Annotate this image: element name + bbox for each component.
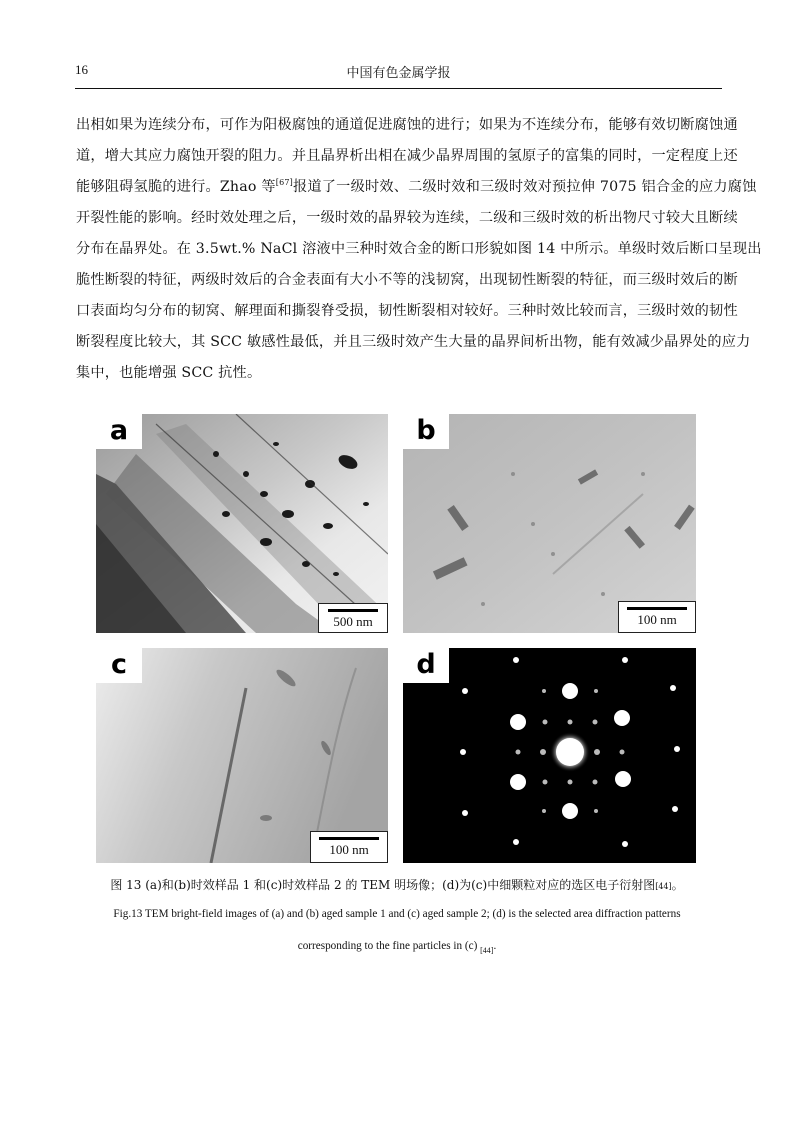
scale-bar-line <box>328 609 378 612</box>
body-line-start: 能够阻碍氢脆的进行。Zhao 等 <box>76 179 276 195</box>
tem-image-b <box>403 414 696 633</box>
diffraction-pattern-d <box>403 648 696 863</box>
scale-bar-line <box>627 607 687 610</box>
page-number: 16 <box>75 62 88 77</box>
caption-en-text: corresponding to the fine particles in (c) <box>297 940 481 952</box>
caption-en-ref: [44] <box>480 946 494 955</box>
caption-zh-text: 图 13 (a)和(b)时效样品 1 和(c)时效样品 2 的 TEM 明场像；(d)为(c)中细颗粒对应的选区电子衍射图 <box>110 878 656 892</box>
body-line: 出相如果为连续分布，可作为阳极腐蚀的通道促进腐蚀的进行；如果为不连续分布，能够有效切断腐蚀通 <box>76 117 738 133</box>
panel-label-a: a <box>96 414 142 449</box>
caption-en-end: . <box>493 940 497 952</box>
body-line: 分布在晶界处。在 3.5wt.% NaCl 溶液中三种时效合金的断口形貌如图 14 中所示。单级时效后断口呈现出 <box>76 241 762 257</box>
panel-label-d: d <box>403 648 449 683</box>
body-line: 开裂性能的影响。经时效处理之后，一级时效的晶界较为连续，二级和三级时效的析出物尺寸较大且断续 <box>76 210 738 226</box>
scale-bar-a <box>318 603 388 633</box>
body-line: 脆性断裂的特征，两级时效后的合金表面有大小不等的浅韧窝，出现韧性断裂的特征，而三级时效后的断 <box>76 272 738 288</box>
citation-ref: [67] <box>275 178 294 187</box>
body-line-rest: 报道了一级时效、二级时效和三级时效对预拉伸 7075 铝合金的应力腐蚀 <box>293 179 757 195</box>
scale-bar-b <box>618 601 696 633</box>
scale-bar-line <box>319 837 379 840</box>
body-paragraph <box>76 110 762 389</box>
tem-image-c <box>96 648 388 863</box>
body-line <box>76 172 757 203</box>
panel-label-b: b <box>403 414 449 449</box>
scale-bar-label: 100 nm <box>637 612 677 627</box>
scale-bar-label: 100 nm <box>329 842 369 857</box>
scale-bar-label: 500 nm <box>333 614 373 629</box>
body-line: 口表面均匀分布的韧窝、解理面和撕裂脊受损，韧性断裂相对较好。三种时效比较而言，三级时效的韧性 <box>76 303 738 319</box>
panel-label-c: c <box>96 648 142 683</box>
figure-caption-zh <box>60 876 734 893</box>
body-line: 道，增大其应力腐蚀开裂的阻力。并且晶界析出相在减少晶界周围的氢原子的富集的同时，一定程度上还 <box>76 148 738 164</box>
page-header <box>75 62 722 88</box>
body-line: 断裂程度比较大，其 SCC 敏感性最低，并且三级时效产生大量的晶界间析出物，能有效减少晶界处的应力 <box>76 334 751 350</box>
journal-title: 中国有色金属学报 <box>346 66 451 81</box>
caption-zh-end: 。 <box>671 878 684 892</box>
figure-caption-en-line2 <box>60 940 734 955</box>
figure-caption-en-line1: Fig.13 TEM bright-field images of (a) and (b) aged sample 1 and (c) aged sample 2; (d) is the selected area diffraction patterns <box>113 908 681 920</box>
header-rule <box>75 88 722 89</box>
body-line: 集中，也能增强 SCC 抗性。 <box>76 365 262 381</box>
caption-zh-ref: [44] <box>655 882 672 891</box>
tem-image-a <box>96 414 388 633</box>
scale-bar-c <box>310 831 388 863</box>
